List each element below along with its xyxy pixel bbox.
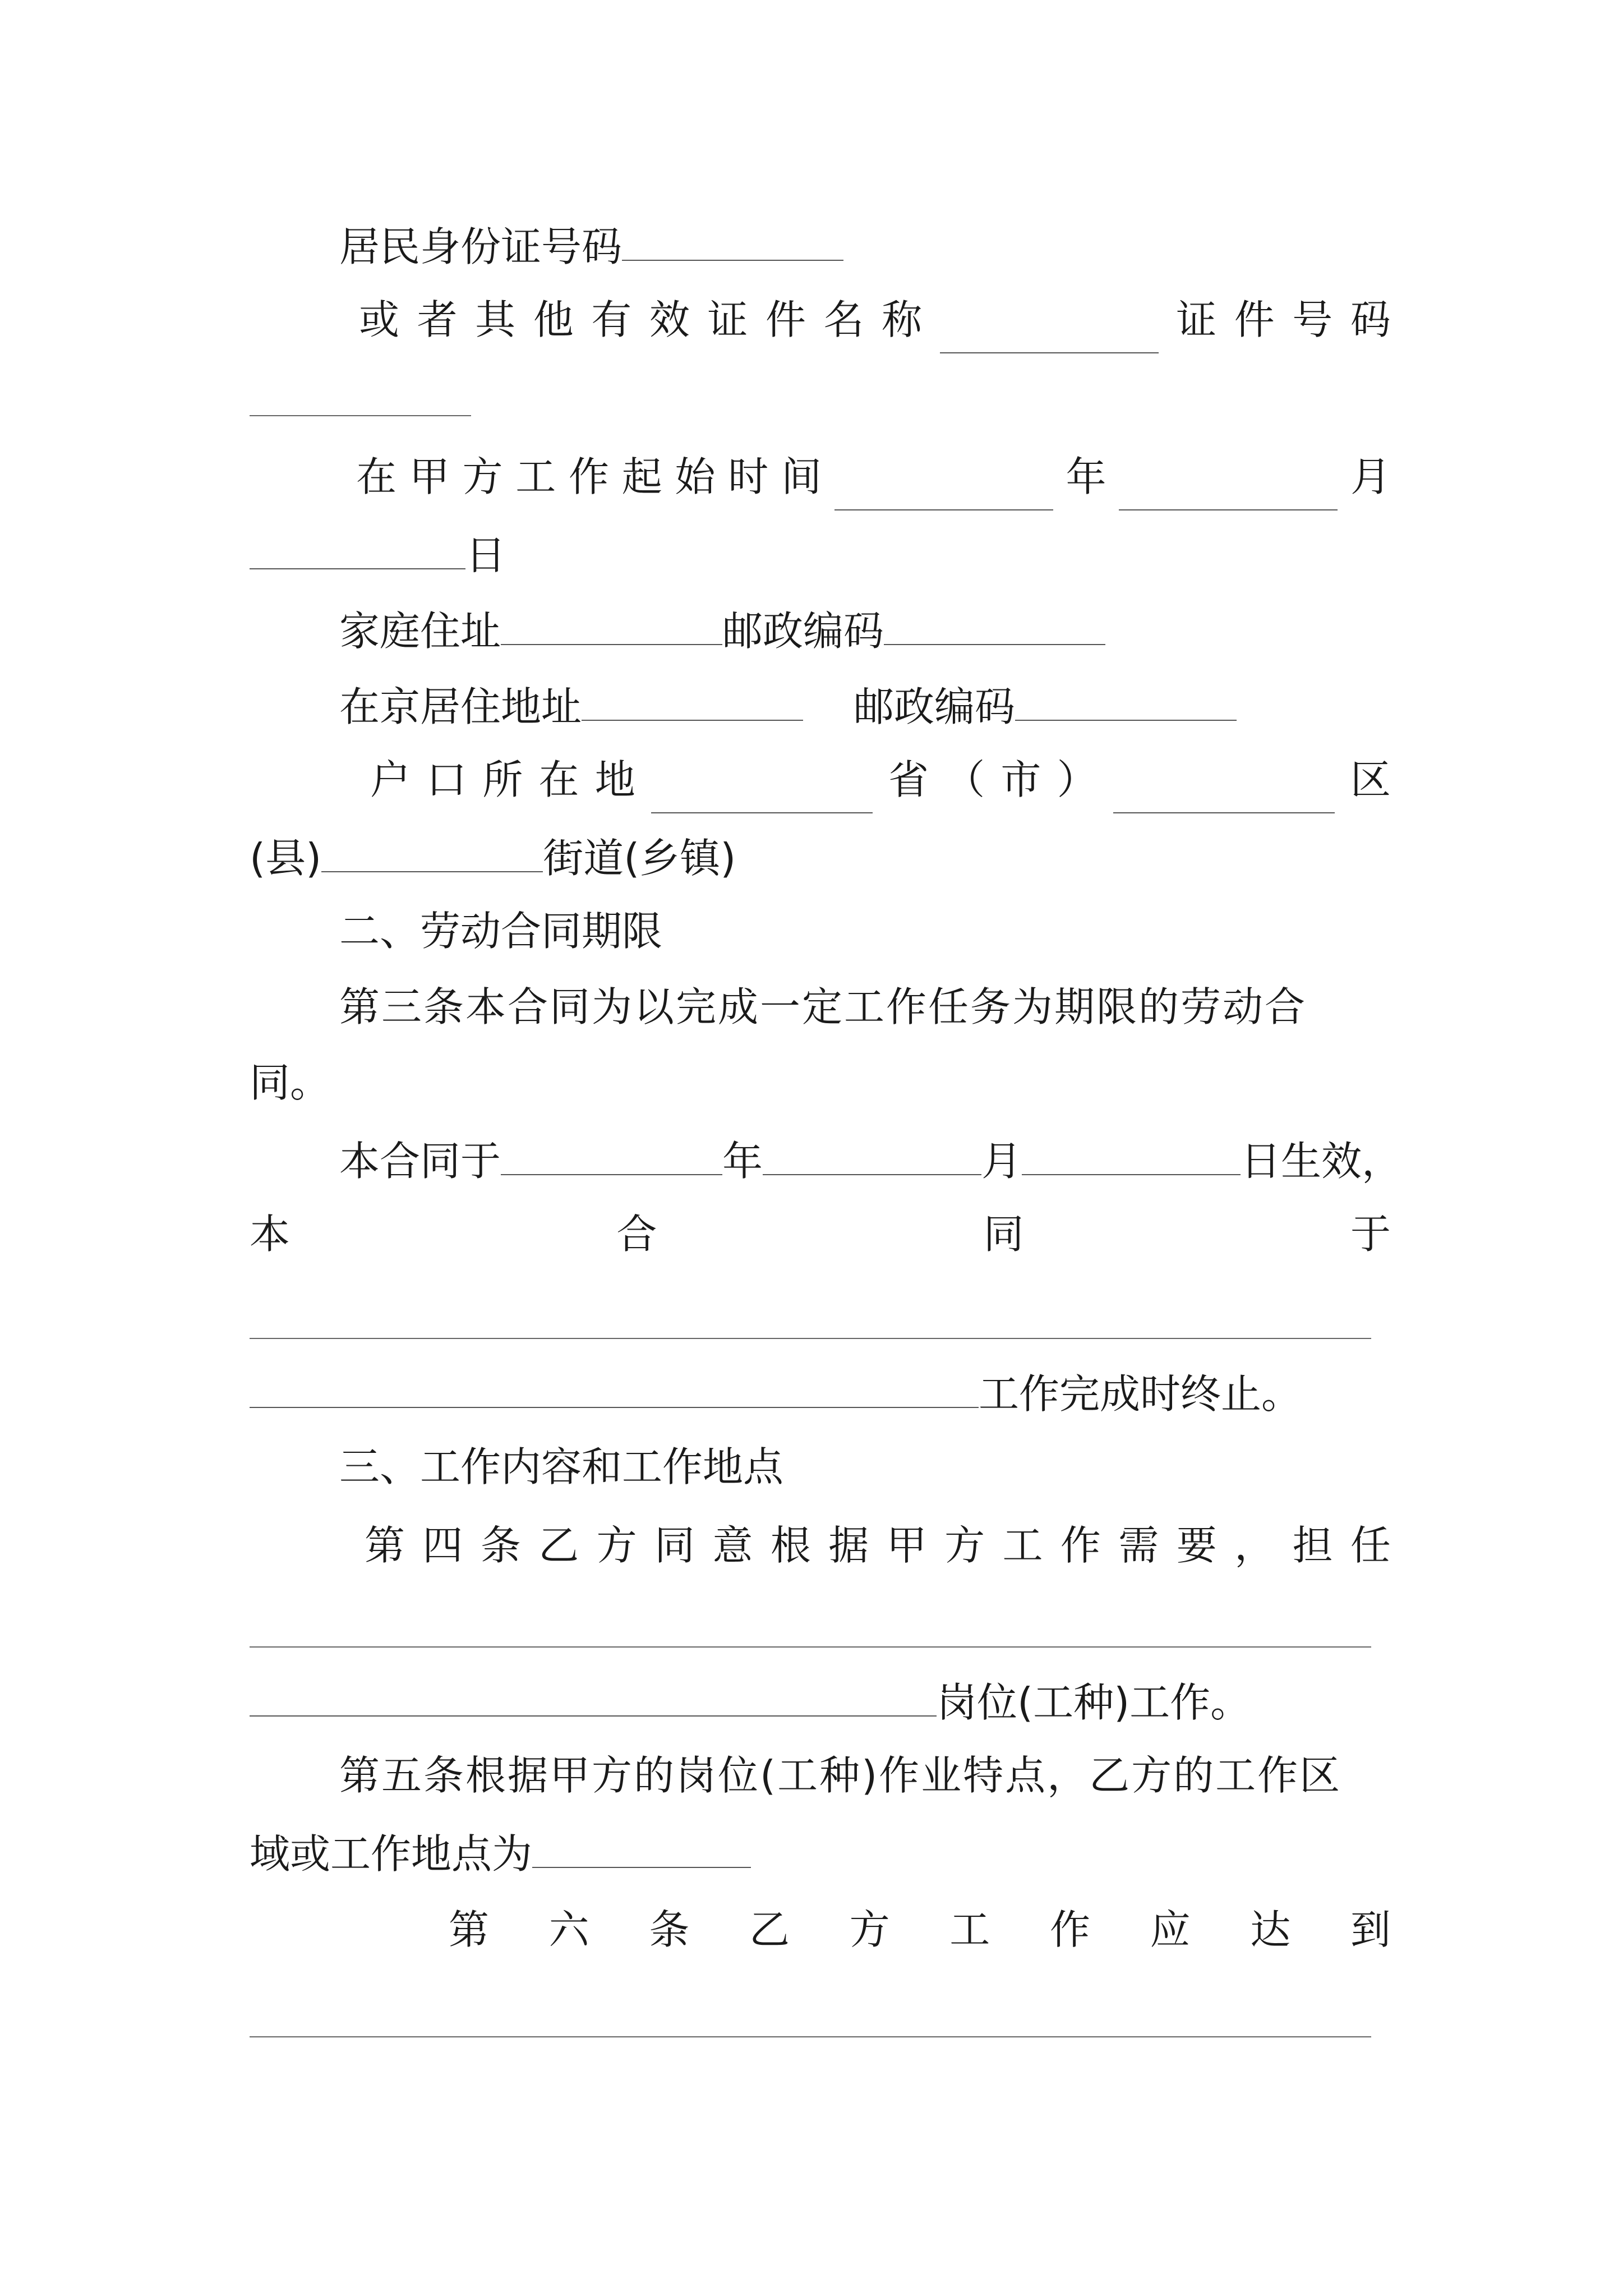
art4-end-line bbox=[250, 1666, 1251, 1733]
start-time-char: 方 bbox=[462, 453, 503, 500]
effective-label: 本合同于 bbox=[339, 1138, 501, 1185]
street-label: 街道(乡镇) bbox=[543, 835, 736, 882]
art4-char: 甲 bbox=[886, 1522, 927, 1569]
home-address-blank[interactable] bbox=[501, 595, 722, 645]
other-id-char: 有 bbox=[591, 296, 632, 343]
art4-char: 要 bbox=[1176, 1522, 1217, 1569]
cert-no-char: 证 bbox=[1176, 296, 1217, 343]
art4-char: 条 bbox=[480, 1522, 521, 1569]
section-3-title: 三、工作内容和工作地点 bbox=[339, 1443, 784, 1490]
hukou-char: 口 bbox=[426, 756, 467, 803]
art4-char: 乙 bbox=[538, 1522, 579, 1569]
other-id-char: 称 bbox=[882, 296, 923, 343]
art4-end-text: 岗位(工种)工作。 bbox=[937, 1679, 1251, 1726]
hukou-province-blank[interactable] bbox=[651, 763, 873, 813]
art4-char: 意 bbox=[712, 1522, 753, 1569]
art5-line2 bbox=[250, 1818, 751, 1885]
hukou-char: 地 bbox=[594, 756, 635, 803]
start-time-line bbox=[356, 443, 1391, 510]
terminate-end-text: 工作完成时终止。 bbox=[979, 1370, 1302, 1418]
start-time-char: 始 bbox=[675, 453, 716, 500]
eff-month-label: 月 bbox=[981, 1138, 1022, 1185]
id-number-blank[interactable] bbox=[622, 210, 843, 261]
beijing-address-line bbox=[339, 670, 1237, 738]
id-number-label: 居民身份证号码 bbox=[339, 223, 623, 270]
other-id-char: 其 bbox=[475, 296, 516, 343]
county-label: (县) bbox=[250, 835, 322, 882]
art6-char: 六 bbox=[548, 1906, 589, 1953]
other-id-blank[interactable] bbox=[940, 303, 1159, 353]
art4-char: 方 bbox=[944, 1522, 985, 1569]
art6-char: 到 bbox=[1350, 1906, 1391, 1953]
art4-char: ， bbox=[1234, 1522, 1275, 1569]
other-id-char: 或 bbox=[359, 296, 400, 343]
id-number-line bbox=[339, 210, 843, 278]
art4-char: 第 bbox=[365, 1522, 405, 1569]
hukou-char: 在 bbox=[538, 756, 579, 803]
art6-char: 应 bbox=[1150, 1906, 1191, 1953]
other-id-char: 他 bbox=[533, 296, 574, 343]
hukou-char: 所 bbox=[482, 756, 523, 803]
cert-no-char: 号 bbox=[1292, 296, 1333, 343]
terminate-char: 同 bbox=[983, 1211, 1024, 1258]
beijing-address-label: 在京居住地址 bbox=[339, 683, 582, 730]
art5-line1 bbox=[339, 1742, 1341, 1809]
eff-year-blank[interactable] bbox=[501, 1125, 722, 1175]
start-time-char: 间 bbox=[781, 453, 822, 500]
art3-text2: 同。 bbox=[250, 1059, 331, 1106]
province-char: （ bbox=[944, 756, 985, 803]
start-day-blank[interactable] bbox=[250, 519, 465, 569]
art3-text1: 第三条本合同为以完成一定工作任务为期限的劳动合 bbox=[339, 983, 1307, 1030]
start-day-line bbox=[250, 519, 506, 586]
art4-blank-2[interactable] bbox=[250, 1666, 937, 1717]
other-id-char: 效 bbox=[649, 296, 690, 343]
start-year-label: 年 bbox=[1066, 453, 1106, 500]
art4-char: 据 bbox=[828, 1522, 869, 1569]
art6-blank[interactable] bbox=[250, 2036, 1371, 2037]
beijing-postal-label: 邮政编码 bbox=[854, 683, 1016, 730]
province-char: ） bbox=[1057, 756, 1098, 803]
other-id-char: 证 bbox=[707, 296, 748, 343]
beijing-postal-blank[interactable] bbox=[1015, 670, 1237, 721]
other-id-char: 件 bbox=[765, 296, 806, 343]
art6-char: 方 bbox=[849, 1906, 890, 1953]
province-char: 省 bbox=[888, 756, 929, 803]
start-month-blank[interactable] bbox=[1119, 460, 1338, 510]
art4-char: 作 bbox=[1060, 1522, 1101, 1569]
art6-char: 乙 bbox=[749, 1906, 790, 1953]
cert-no-char: 码 bbox=[1350, 296, 1391, 343]
eff-day-blank[interactable] bbox=[1022, 1125, 1241, 1175]
art4-char: 根 bbox=[770, 1522, 811, 1569]
terminate-end-line bbox=[250, 1358, 1302, 1425]
art6-char: 达 bbox=[1250, 1906, 1291, 1953]
home-address-line bbox=[339, 595, 1105, 662]
effective-line bbox=[339, 1125, 1402, 1192]
start-time-char: 起 bbox=[621, 453, 662, 500]
art4-char: 四 bbox=[422, 1522, 463, 1569]
start-day-label: 日 bbox=[465, 532, 506, 579]
county-line bbox=[250, 822, 736, 889]
start-time-char: 作 bbox=[569, 453, 610, 500]
start-time-char: 在 bbox=[356, 453, 397, 500]
terminate-line bbox=[250, 1200, 1391, 1268]
eff-day-label: 日生效， bbox=[1241, 1138, 1403, 1185]
eff-year-label: 年 bbox=[722, 1138, 763, 1185]
home-postal-label: 邮政编码 bbox=[722, 608, 884, 655]
terminate-blank-1[interactable] bbox=[250, 1338, 1371, 1339]
eff-month-blank[interactable] bbox=[763, 1125, 981, 1175]
start-time-char: 工 bbox=[515, 453, 556, 500]
section-2-heading bbox=[339, 898, 662, 965]
other-id-line bbox=[359, 286, 1391, 353]
art6-char: 作 bbox=[1049, 1906, 1090, 1953]
terminate-char: 本 bbox=[250, 1211, 291, 1258]
hukou-line bbox=[370, 746, 1391, 813]
art5-blank[interactable] bbox=[532, 1818, 751, 1868]
art4-char: 担 bbox=[1292, 1522, 1333, 1569]
art5-text1: 第五条根据甲方的岗位(工种)作业特点，乙方的工作区 bbox=[339, 1752, 1342, 1799]
start-month-label: 月 bbox=[1350, 453, 1391, 500]
district-label: 区 bbox=[1350, 756, 1391, 803]
start-year-blank[interactable] bbox=[834, 460, 1053, 510]
hukou-district-blank[interactable] bbox=[1113, 763, 1335, 813]
art6-char: 第 bbox=[449, 1906, 490, 1953]
home-postal-blank[interactable] bbox=[884, 595, 1105, 645]
art6-char: 条 bbox=[649, 1906, 690, 1953]
cert-no-char: 件 bbox=[1234, 296, 1275, 343]
terminate-char: 于 bbox=[1350, 1211, 1391, 1258]
terminate-char: 合 bbox=[616, 1211, 657, 1258]
art3-line1 bbox=[339, 973, 1307, 1041]
art4-char: 方 bbox=[596, 1522, 637, 1569]
section-2-title: 二、劳动合同期限 bbox=[339, 908, 663, 955]
hukou-char: 户 bbox=[370, 756, 411, 803]
art4-char: 需 bbox=[1118, 1522, 1159, 1569]
art6-char: 工 bbox=[949, 1906, 990, 1953]
other-id-char: 者 bbox=[417, 296, 458, 343]
cert-no-blank[interactable] bbox=[250, 415, 471, 416]
art3-line2 bbox=[250, 1049, 330, 1116]
art4-char: 工 bbox=[1002, 1522, 1043, 1569]
start-time-char: 甲 bbox=[409, 453, 450, 500]
beijing-address-blank[interactable] bbox=[582, 670, 803, 721]
art4-char: 任 bbox=[1350, 1522, 1391, 1569]
art4-blank-1[interactable] bbox=[250, 1646, 1371, 1648]
province-char: 市 bbox=[1000, 756, 1041, 803]
home-address-label: 家庭住址 bbox=[339, 608, 501, 655]
terminate-blank-2[interactable] bbox=[250, 1358, 979, 1408]
art5-text2: 域或工作地点为 bbox=[250, 1830, 533, 1878]
section-3-heading bbox=[339, 1433, 783, 1501]
county-blank[interactable] bbox=[321, 822, 543, 872]
art4-char: 同 bbox=[654, 1522, 695, 1569]
start-time-char: 时 bbox=[728, 453, 769, 500]
art6-line bbox=[449, 1896, 1391, 1963]
other-id-char: 名 bbox=[823, 296, 864, 343]
art4-line bbox=[365, 1512, 1391, 1579]
